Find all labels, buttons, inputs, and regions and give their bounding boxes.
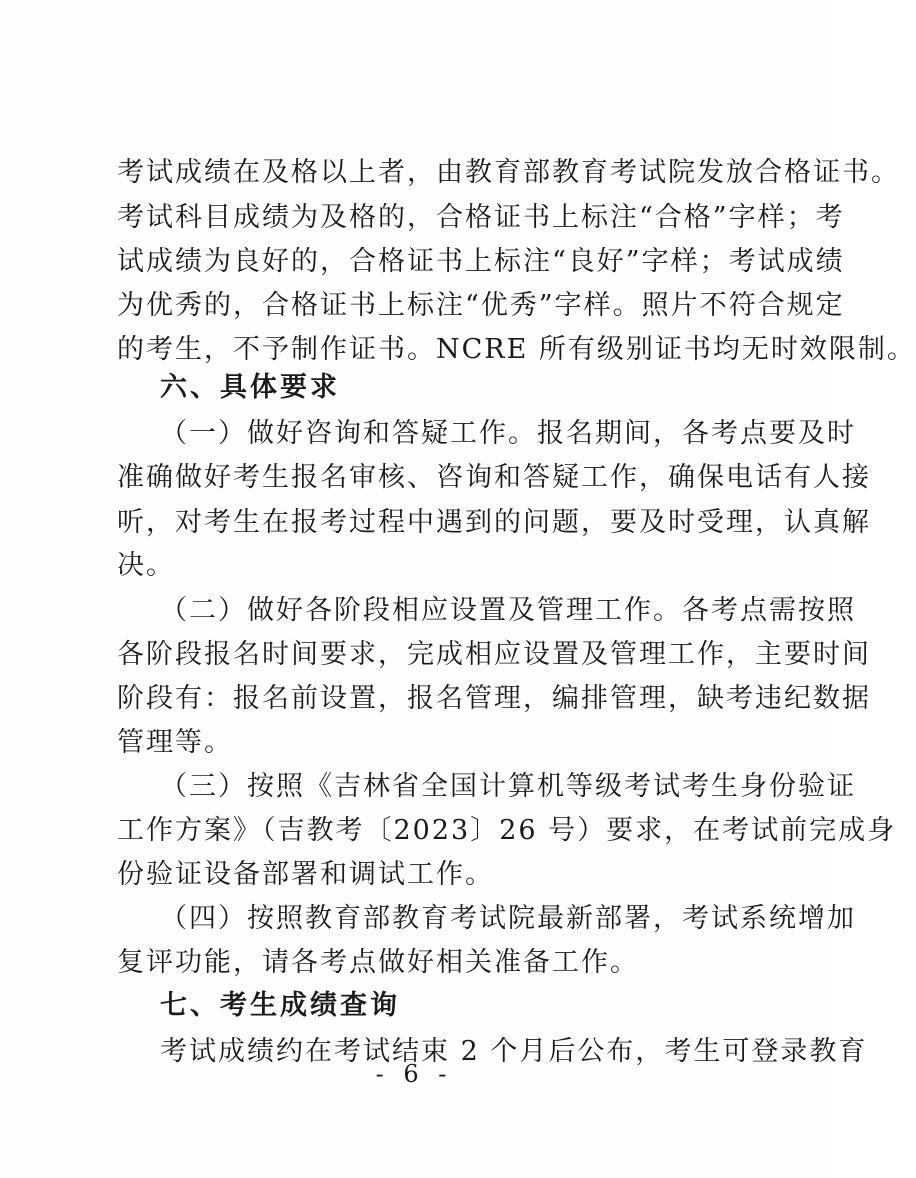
paragraph-line: 考试成绩约在考试结束 2 个月后公布，考生可登录教育 bbox=[160, 1036, 868, 1067]
paragraph-line: （四）按照教育部教育考试院最新部署，考试系统增加 bbox=[160, 903, 856, 934]
paragraph-line: 复评功能，请各考点做好相关准备工作。 bbox=[117, 947, 639, 978]
paragraph-line: 决。 bbox=[117, 550, 175, 581]
section-heading-7: 七、考生成绩查询 bbox=[160, 990, 400, 1021]
paragraph-line: 准确做好考生报名审核、咨询和答疑工作，确保电话有人接 bbox=[117, 462, 871, 493]
paragraph-line: 份验证设备部署和调试工作。 bbox=[117, 859, 494, 890]
paragraph-line: 试成绩为良好的，合格证书上标注“良好”字样；考试成绩 bbox=[117, 246, 845, 277]
paragraph-line: （一）做好咨询和答疑工作。报名期间，各考点要及时 bbox=[160, 418, 856, 449]
paragraph-line: 考试成绩在及格以上者，由教育部教育考试院发放合格证书。 bbox=[117, 157, 900, 188]
paragraph-line: （二）做好各阶段相应设置及管理工作。各考点需按照 bbox=[160, 595, 856, 626]
paragraph-line: 管理等。 bbox=[117, 727, 233, 758]
paragraph-line: 工作方案》（吉教考〔2023〕26 号）要求，在考试前完成身 bbox=[117, 815, 897, 846]
paragraph-line: （三）按照《吉林省全国计算机等级考试考生身份验证 bbox=[160, 771, 856, 802]
paragraph-line: 考试科目成绩为及格的，合格证书上标注“合格”字样；考 bbox=[117, 202, 845, 233]
paragraph-line: 各阶段报名时间要求，完成相应设置及管理工作，主要时间 bbox=[117, 639, 871, 670]
paragraph-line: 的考生，不予制作证书。NCRE 所有级别证书均无时效限制。 bbox=[117, 334, 916, 365]
section-heading-6: 六、具体要求 bbox=[160, 372, 340, 403]
paragraph-line: 阶段有：报名前设置，报名管理，编排管理，缺考违纪数据 bbox=[117, 683, 871, 714]
paragraph-line: 为优秀的，合格证书上标注“优秀”字样。照片不符合规定 bbox=[117, 290, 845, 321]
page-number: - 6 - bbox=[375, 1060, 453, 1088]
paragraph-line: 听，对考生在报考过程中遇到的问题，要及时受理，认真解 bbox=[117, 507, 871, 538]
